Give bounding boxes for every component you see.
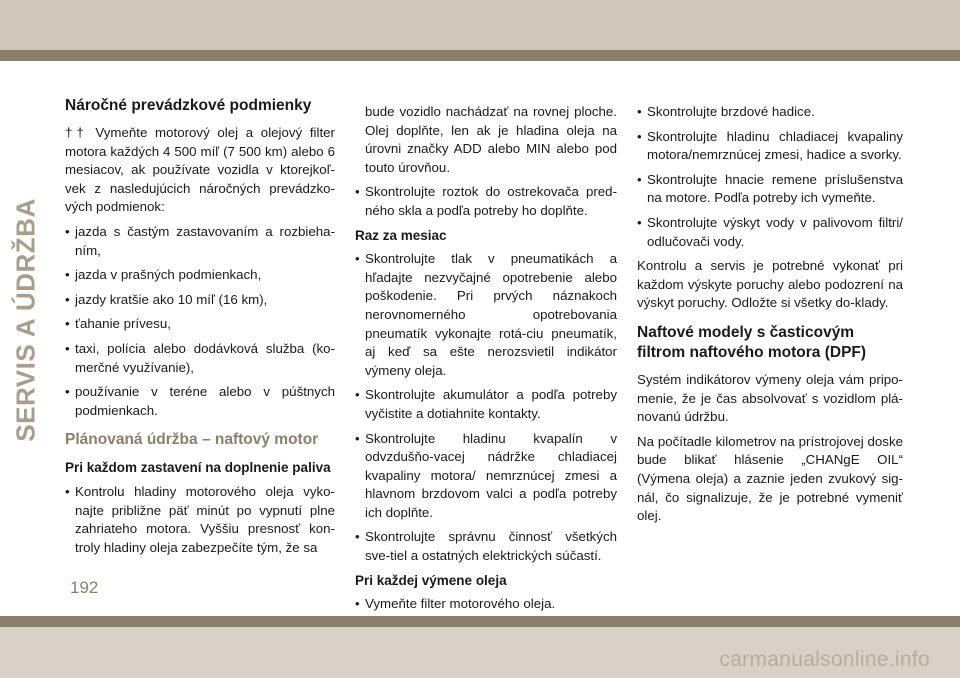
list-item: • Skontrolujte roztok do ostrekovača pred-ného skla a podľa potreby ho doplňte.: [355, 184, 617, 218]
conditions-list: [65, 223, 335, 420]
list-item: • Vymeňte filter motorového oleja.: [355, 596, 556, 612]
list-item: • Skontrolujte hnacie remene príslušenstva na motore. Podľa potreby ich vymeňte.: [637, 171, 903, 206]
refuel-list: [65, 483, 335, 557]
page-number: 192: [70, 578, 99, 597]
list-item: • taxi, polícia alebo dodávková služba (ko-merčné využívanie),: [65, 340, 335, 375]
list-item: • Skontrolujte akumulátor a podľa potreby vyčistite a dotiahnite kontakty.: [355, 387, 617, 421]
list-item: • používanie v teréne alebo v púštnych podmienkach.: [65, 384, 335, 418]
section-side-title: SERVIS A ÚDRŽBA: [10, 198, 41, 442]
list-item: • Kontrolu hladiny motorového oleja vyko-najte približne päť minút po vypnutí plne zahriateho motora. Vyššiu presnosť kon-troly hladiny oleja zabezpečíte tým, že sa: [65, 483, 335, 555]
refuel-subheading: Pri každom zastavení na doplnenie paliva: [65, 460, 331, 476]
scheduled-maintenance-heading: Plánovaná údržba – naftový motor: [65, 431, 319, 449]
list-item: • ťahanie prívesu,: [65, 316, 171, 332]
footer-stripe: [0, 616, 960, 627]
watermark: carmanualsonline.info: [719, 648, 930, 671]
list-item: • Skontrolujte hladinu kvapalín v odvzdušňo-vacej nádržke chladiacej kvapaliny motora/ nemrznúcej zmesi a hlavnom brzdovom valci a podľa potreby ich doplňte.: [355, 430, 617, 520]
service-paragraph: Kontrolu a servis je potrebné vykonať pri každom výskyte poruchy alebo podozrení na výskyt poruchy. Odložte si všetky do-klady.: [637, 258, 903, 311]
dpf-heading: Naftové modely s časticovým filtrom naftového motora (DPF): [637, 323, 867, 361]
monthly-heading: Raz za mesiac: [355, 227, 447, 243]
refuel-continuation: bude vozidlo nachádzať na rovnej ploche. Olej doplňte, len ak je hladina oleja na úrovni značky ADD alebo MIN alebo pod touto úrovňou.: [365, 104, 617, 175]
header-band: [0, 0, 960, 50]
column-1: [65, 96, 335, 563]
list-item: • Skontrolujte výskyt vody v palivovom filtri/ odlučovači vody.: [637, 214, 903, 249]
monthly-list: [355, 250, 617, 566]
header-stripe: [0, 50, 960, 61]
column-3: [637, 103, 903, 532]
list-item: • Skontrolujte hladinu chladiacej kvapaliny motora/nemrznúcej zmesi, hadice a svorky.: [637, 128, 903, 163]
list-item: • jazdy kratšie ako 10 míľ (16 km),: [65, 291, 268, 307]
list-item: • jazda s častým zastavovaním a rozbieha-ním,: [65, 223, 335, 258]
list-item: • jazda v prašných podmienkach,: [65, 267, 262, 283]
refuel-list-continued: [355, 183, 617, 220]
list-item: • Skontrolujte brzdové hadice.: [637, 104, 815, 119]
oil-change-list-continued: [637, 103, 903, 251]
severe-conditions-heading: Náročné prevádzkové podmienky: [65, 97, 312, 114]
oil-change-heading: Pri každej výmene oleja: [355, 572, 507, 588]
list-item: • Skontrolujte správnu činnosť všetkých sve-tiel a ostatných elektrických súčastí.: [355, 529, 617, 564]
severe-conditions-intro: †† Vymeňte motorový olej a olejový filter motora každých 4 500 míľ (7 500 km) alebo 6 mesiacov, ak používate vozidla v ktorejkoľ-vek z nasledujúcich náročných prevádzko-vých podmienok:: [65, 125, 335, 215]
dpf-paragraph-2: Na počítadle kilometrov na prístrojovej doske bude blikať hlásenie „CHANgE OIL“ (Výmena oleja) a zaznie jeden zvukový sig-nál, čo signalizuje, že je potrebné vymeniť olej.: [637, 433, 903, 524]
dpf-paragraph-1: Systém indikátorov výmeny oleja vám pripo-menie, že je čas absolvovať s vozidlom plá-novanú údržbu.: [637, 371, 903, 425]
list-item: • Skontrolujte tlak v pneumatikách a hľadajte nezvyčajné opotrebenie alebo poškodenie. Pri prvých náznakoch nerovnomerného opotrebovania pneumatík vykonajte rotá-ciu pneumatík, aj keď sa ešte nerozsvietil indikátor výmeny oleja.: [355, 251, 617, 378]
column-2: [355, 103, 617, 644]
